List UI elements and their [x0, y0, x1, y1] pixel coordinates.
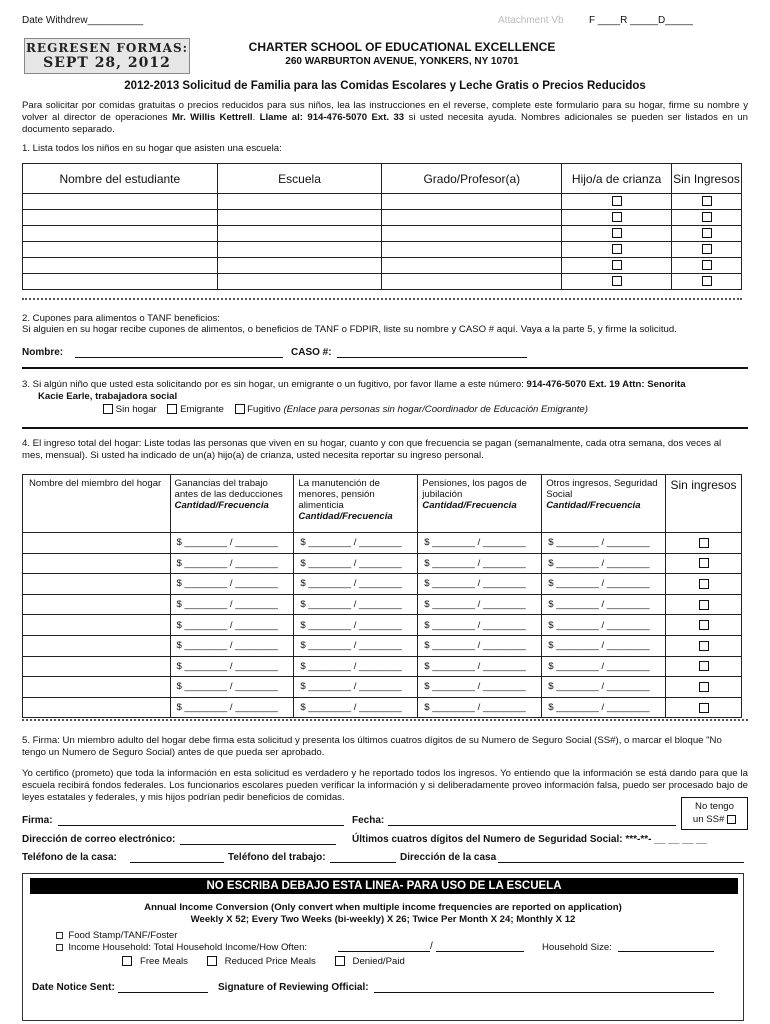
firma-label: Firma:	[22, 815, 53, 826]
slash: /	[430, 941, 433, 952]
form-title: 2012-2013 Solicitud de Familia para las Comidas Escolares y Leche Gratis o Precios Reducidos	[124, 80, 646, 92]
student-name-cell[interactable]	[23, 258, 218, 274]
section1-prompt: 1. Lista todos los niños en su hogar que asisten una escuela:	[22, 143, 282, 154]
earnings-label: Ganancias del trabajo antes de las deducciones	[174, 478, 283, 500]
divider	[22, 298, 742, 300]
household-size-label: Household Size:	[542, 942, 612, 953]
table-row	[23, 210, 742, 226]
date-withdrew[interactable]: Date Withdrew__________	[22, 15, 144, 26]
col-school: Escuela	[217, 164, 382, 194]
no-income-checkbox[interactable]	[702, 260, 712, 270]
no-income-checkbox[interactable]	[699, 641, 709, 651]
other-income-cell[interactable]: $ ________ / ________	[542, 594, 666, 615]
member-name-cell[interactable]	[23, 677, 171, 698]
school-address: 260 WARBURTON AVENUE, YONKERS, NY 10701	[285, 56, 519, 67]
col-child-support	[294, 475, 418, 533]
table-row	[23, 533, 742, 554]
foster-checkbox[interactable]	[612, 212, 622, 222]
divider	[22, 427, 748, 429]
home-phone-input[interactable]	[130, 862, 224, 863]
pensions-cell[interactable]: $ ________ / ________	[418, 677, 542, 698]
intro-director: Mr. Willis Kettrell	[171, 112, 253, 123]
child-support-cell[interactable]: $ ________ / ________	[294, 533, 418, 554]
school-name: CHARTER SCHOOL OF EDUCATIONAL EXCELLENCE	[248, 40, 556, 54]
earnings-cell[interactable]: $ ________ / ________	[170, 656, 294, 677]
pensions-label: Pensiones, los pagos de jubilación	[422, 478, 527, 500]
child-support-cell[interactable]: $ ________ / ________	[294, 553, 418, 574]
school-cell[interactable]	[217, 258, 382, 274]
pensions-cell[interactable]: $ ________ / ________	[418, 635, 542, 656]
grade-cell[interactable]	[382, 226, 562, 242]
earnings-cell[interactable]: $ ________ / ________	[170, 615, 294, 636]
fecha-input[interactable]	[388, 825, 676, 826]
denied-label: Denied/Paid	[352, 956, 405, 967]
member-name-cell[interactable]	[23, 615, 171, 636]
no-income-checkbox[interactable]	[699, 661, 709, 671]
no-income-checkbox[interactable]	[702, 212, 712, 222]
caso-input[interactable]	[337, 357, 527, 358]
child-support-cell[interactable]: $ ________ / ________	[294, 697, 418, 718]
table-row	[23, 656, 742, 677]
divider	[22, 367, 748, 369]
homeless-checkbox[interactable]	[103, 404, 113, 414]
section3-main: 3. Si algún niño que usted esta solicitando por es sin hogar, un emigrante o un fugitivo, por favor llame a este número:	[22, 379, 527, 390]
total-income-input[interactable]	[338, 951, 430, 952]
earnings-cell[interactable]: $ ________ / ________	[170, 574, 294, 595]
runaway-label: Fugitivo	[247, 404, 281, 415]
free-meals-label: Free Meals	[140, 956, 188, 967]
no-ss-checkbox[interactable]	[727, 815, 736, 824]
office-banner: NO ESCRIBA DEBAJO ESTA LINEA- PARA USO DE LA ESCUELA	[30, 878, 738, 894]
no-income-checkbox[interactable]	[699, 620, 709, 630]
section5-certify: Yo certifico (prometo) que toda la información en esta solicitud es verdadero y he reportado todos los ingresos. Yo entiendo que la información se está dando para que la escuela recibirá fondos federales. Los funcionarios escolares pueden verificar la información y si deliberadamente proveo información falsa, puedo ser procesado bajo de leyes estatales y federales, y mis hijos podrían pedir beneficios de comidas.	[22, 768, 748, 803]
foster-checkbox[interactable]	[612, 228, 622, 238]
other-income-label: Otros ingresos, Seguridad Social	[546, 478, 658, 500]
home-phone-label: Teléfono de la casa:	[22, 852, 117, 863]
grade-cell[interactable]	[382, 194, 562, 210]
no-income-checkbox[interactable]	[699, 538, 709, 548]
no-income-checkbox[interactable]	[699, 703, 709, 713]
table-row	[23, 594, 742, 615]
child-support-label: La manutención de menores, pensión alimenticia	[298, 478, 381, 511]
attachment-label: Attachment Vb	[498, 15, 564, 26]
section5-text: 5. Firma: Un miembro adulto del hogar debe firma esta solicitud y presenta los últimos cuatros dígitos de su Numero de Seguro Social (SS#), o marcar el bloque "No tengo un Numero de Seguro Social) antes de que pueda ser aprobado.	[22, 735, 722, 758]
earnings-cell[interactable]: $ ________ / ________	[170, 533, 294, 554]
nombre-input[interactable]	[75, 357, 283, 358]
other-income-cell[interactable]: $ ________ / ________	[542, 656, 666, 677]
food-stamp-row	[56, 930, 177, 941]
section2-heading: 2. Cupones para alimentos o TANF beneficios:	[22, 313, 221, 324]
other-income-cell[interactable]: $ ________ / ________	[542, 574, 666, 595]
no-income-checkbox[interactable]	[699, 600, 709, 610]
intro-part2: .	[252, 112, 260, 123]
student-name-cell[interactable]	[23, 226, 218, 242]
no-income-checkbox[interactable]	[702, 276, 712, 286]
no-income-checkbox[interactable]	[699, 682, 709, 692]
table-row	[23, 194, 742, 210]
runaway-note: (Enlace para personas sin hogar/Coordinador de Educación Emigrante)	[283, 404, 588, 415]
member-name-cell[interactable]	[23, 656, 171, 677]
table-row	[23, 615, 742, 636]
student-name-cell[interactable]	[23, 274, 218, 290]
student-name-cell[interactable]	[23, 210, 218, 226]
other-income-cell[interactable]: $ ________ / ________	[542, 635, 666, 656]
foster-checkbox[interactable]	[612, 276, 622, 286]
grade-cell[interactable]	[382, 258, 562, 274]
stamp-line1: REGRESEN FORMAS:	[25, 41, 189, 55]
address-input[interactable]	[498, 862, 744, 863]
no-ss-line1: No tengo	[695, 801, 734, 812]
col-student-name: Nombre del estudiante	[23, 164, 218, 194]
pensions-cell[interactable]: $ ________ / ________	[418, 533, 542, 554]
runaway-checkbox[interactable]	[235, 404, 245, 414]
section4-text: 4. El ingreso total del hogar: Liste todas las personas que viven en su hogar, cuanto y con que frecuencia se pagan (semanalmente, cada otra semana, dos veces al mes, mensual). Si usted ha indicado de un(a) hijo(a) de crianza, usted necesita reportar su ingreso personal.	[22, 438, 722, 461]
earnings-cell[interactable]: $ ________ / ________	[170, 697, 294, 718]
col-pensions	[418, 475, 542, 533]
migrant-checkbox[interactable]	[167, 404, 177, 414]
stamp-line2: SEPT 28, 2012	[43, 55, 171, 71]
col-other-income	[542, 475, 666, 533]
section3-options	[103, 404, 588, 415]
conversion-line2: Weekly X 52; Every Two Weeks (bi-weekly) X 26; Twice Per Month X 24; Monthly X 12	[190, 914, 576, 925]
section2-text: Si alguien en su hogar recibe cupones de alimentos, o beneficios de TANF o FDPIR, liste su nombre y CASO # aquí. Vaya a la parte 5, y firme la solicitud.	[22, 324, 677, 335]
table-row	[23, 258, 742, 274]
member-name-cell[interactable]	[23, 697, 171, 718]
child-support-cell[interactable]: $ ________ / ________	[294, 677, 418, 698]
table-row	[23, 242, 742, 258]
table-row	[23, 274, 742, 290]
fecha-label: Fecha:	[352, 815, 385, 826]
no-income-checkbox[interactable]	[699, 579, 709, 589]
food-stamp-checkbox[interactable]	[56, 932, 63, 939]
intro-paragraph	[22, 100, 748, 136]
reduced-meals-label: Reduced Price Meals	[224, 956, 316, 967]
section3-phone: 914-476-5070 Ext. 19 Attn: Senorita	[526, 379, 686, 390]
child-support-cell[interactable]: $ ________ / ________	[294, 594, 418, 615]
child-support-cell[interactable]: $ ________ / ________	[294, 615, 418, 636]
address-label: Dirección de la casa	[400, 852, 497, 863]
other-income-cell[interactable]: $ ________ / ________	[542, 615, 666, 636]
foster-checkbox[interactable]	[612, 244, 622, 254]
fr-line[interactable]: F ____R _____D_____	[589, 15, 693, 26]
foster-checkbox[interactable]	[612, 260, 622, 270]
pensions-cell[interactable]: $ ________ / ________	[418, 656, 542, 677]
member-name-cell[interactable]	[23, 553, 171, 574]
grade-cell[interactable]	[382, 242, 562, 258]
freq-label: Cantidad/Frecuencia	[422, 500, 517, 511]
child-support-cell[interactable]: $ ________ / ________	[294, 635, 418, 656]
intro-call: Llame al: 914-476-5070 Ext. 33	[259, 112, 405, 123]
freq-label: Cantidad/Frecuencia	[174, 500, 269, 511]
pensions-cell[interactable]: $ ________ / ________	[418, 697, 542, 718]
email-label: Dirección de correo electrónico:	[22, 834, 176, 845]
no-income-checkbox[interactable]	[702, 196, 712, 206]
school-cell[interactable]	[217, 194, 382, 210]
member-name-cell[interactable]	[23, 594, 171, 615]
student-name-cell[interactable]	[23, 242, 218, 258]
foster-checkbox[interactable]	[612, 196, 622, 206]
table-row	[23, 226, 742, 242]
denied-checkbox[interactable]	[335, 956, 345, 966]
no-income-checkbox[interactable]	[702, 228, 712, 238]
section3-text	[22, 379, 748, 403]
other-income-cell[interactable]: $ ________ / ________	[542, 533, 666, 554]
member-name-cell[interactable]	[23, 533, 171, 554]
pensions-cell[interactable]: $ ________ / ________	[418, 615, 542, 636]
other-income-cell[interactable]: $ ________ / ________	[542, 677, 666, 698]
no-ss-box	[681, 797, 748, 830]
earnings-cell[interactable]: $ ________ / ________	[170, 635, 294, 656]
earnings-cell[interactable]: $ ________ / ________	[170, 677, 294, 698]
reviewer-signature-label: Signature of Reviewing Official:	[218, 982, 369, 993]
member-name-cell[interactable]	[23, 635, 171, 656]
col-no-income: Sin Ingresos	[672, 164, 742, 194]
firma-input[interactable]	[58, 825, 344, 826]
pensions-cell[interactable]: $ ________ / ________	[418, 553, 542, 574]
work-phone-input[interactable]	[330, 862, 396, 863]
date-notice-label: Date Notice Sent:	[32, 982, 115, 993]
caso-label: CASO #:	[291, 347, 332, 358]
grade-cell[interactable]	[382, 274, 562, 290]
table-row	[23, 553, 742, 574]
date-notice-input[interactable]	[118, 992, 208, 993]
col-grade: Grado/Profesor(a)	[382, 164, 562, 194]
income-household-checkbox[interactable]	[56, 944, 63, 951]
school-cell[interactable]	[217, 210, 382, 226]
col-foster: Hijo/a de crianza	[562, 164, 672, 194]
child-support-cell[interactable]: $ ________ / ________	[294, 574, 418, 595]
conversion-line1: Annual Income Conversion (Only convert when multiple income frequencies are reported on application)	[144, 902, 622, 913]
intro-part1: Para solicitar por comidas gratuitas o precios reducidos para sus niños, lea las instrucciones en el reverse, complete este formulario para su hogar, firme su nombre y volver al director de operaciones	[22, 100, 748, 123]
ss-digits-label[interactable]: Últimos cuatros dígitos del Numero de Seguridad Social: ***-**- __ __ __ __	[352, 834, 708, 845]
earnings-cell[interactable]: $ ________ / ________	[170, 594, 294, 615]
pensions-cell[interactable]: $ ________ / ________	[418, 574, 542, 595]
col-earnings	[170, 475, 294, 533]
nombre-label: Nombre:	[22, 347, 64, 358]
col-no-income-hh: Sin ingresos	[666, 475, 742, 533]
how-often-input[interactable]	[436, 951, 524, 952]
freq-label: Cantidad/Frecuencia	[546, 500, 641, 511]
food-stamp-label: Food Stamp/TANF/Foster	[68, 930, 178, 941]
intro-part3: si usted necesita ayuda. Nombres adicionales se pueden ser listados en un documento separado.	[22, 112, 748, 135]
household-size-input[interactable]	[618, 951, 714, 952]
member-name-cell[interactable]	[23, 574, 171, 595]
income-household-label: Income Household: Total Household Income/How Often:	[68, 942, 308, 953]
reduced-meals-checkbox[interactable]	[207, 956, 217, 966]
income-table	[22, 474, 742, 718]
pensions-cell[interactable]: $ ________ / ________	[418, 594, 542, 615]
table-row	[23, 677, 742, 698]
school-cell[interactable]	[217, 226, 382, 242]
income-household-row	[56, 942, 307, 953]
school-cell[interactable]	[217, 242, 382, 258]
no-ss-line2: un SS#	[692, 814, 725, 825]
other-income-cell[interactable]: $ ________ / ________	[542, 553, 666, 574]
divider	[22, 719, 748, 721]
no-income-checkbox[interactable]	[699, 558, 709, 568]
reviewer-signature-input[interactable]	[374, 992, 714, 993]
no-income-checkbox[interactable]	[702, 244, 712, 254]
determination-row	[122, 956, 405, 967]
homeless-label: Sin hogar	[115, 404, 157, 415]
table-row	[23, 697, 742, 718]
freq-label: Cantidad/Frecuencia	[298, 511, 393, 522]
student-name-cell[interactable]	[23, 194, 218, 210]
child-support-cell[interactable]: $ ________ / ________	[294, 656, 418, 677]
section3-contact: Kacie Earle, trabajadora social	[38, 391, 178, 402]
grade-cell[interactable]	[382, 210, 562, 226]
free-meals-checkbox[interactable]	[122, 956, 132, 966]
earnings-cell[interactable]: $ ________ / ________	[170, 553, 294, 574]
return-stamp	[24, 38, 190, 74]
email-input[interactable]	[180, 844, 336, 845]
table-row	[23, 635, 742, 656]
col-member-name: Nombre del miembro del hogar	[23, 475, 171, 533]
migrant-label: Emigrante	[180, 404, 224, 415]
other-income-cell[interactable]: $ ________ / ________	[542, 697, 666, 718]
work-phone-label: Teléfono del trabajo:	[228, 852, 326, 863]
table-row	[23, 574, 742, 595]
school-cell[interactable]	[217, 274, 382, 290]
children-table	[22, 163, 742, 290]
